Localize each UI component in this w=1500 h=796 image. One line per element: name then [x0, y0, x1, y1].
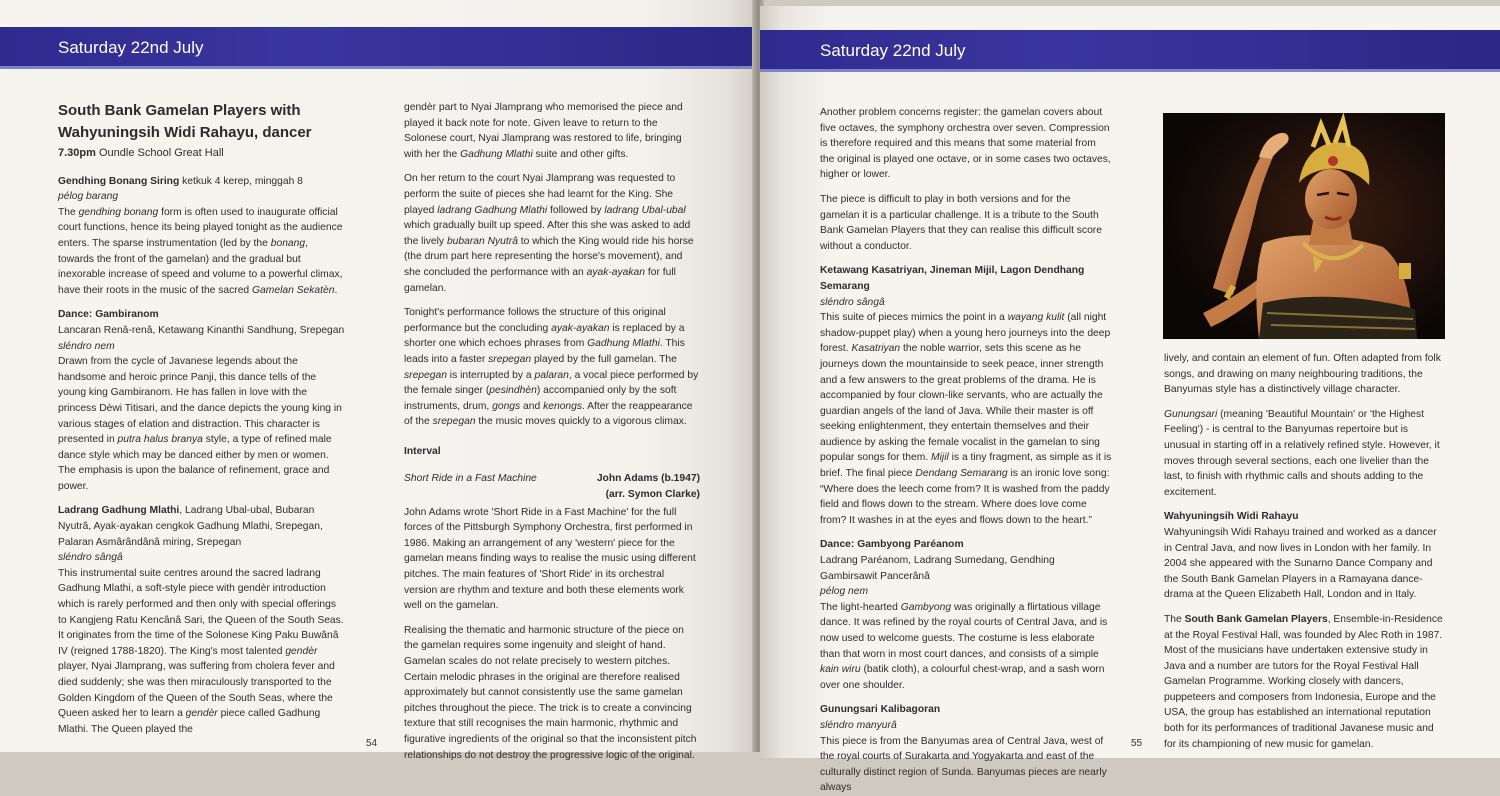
- piece-description: This instrumental suite centres around the sacred ladrang Gadhung Mlathi, a soft-style piece with gendèr introduction which is rarely performed and then only with special offerings to Kangjeng Ratu Kencânâ Sari, the Queen of the South Seas.: [58, 567, 344, 626]
- page-number-right: 55: [1131, 738, 1143, 749]
- piece-heading-gadhung: Ladrang Gadhung Mlathi, Ladrang Ubal-ubal, Bubaran Nyutrâ, Ayak-ayakan cengkok Gadhung Mlathi, Srepegan, Palaran Asmârândânâ miring, Srepegan: [58, 505, 323, 548]
- work-title-row: [404, 471, 700, 487]
- paragraph: gendèr part to Nyai Jlamprang who memorised the piece and played it back note for note. Given leave to return to the Solonese court, Nyai Jlamprang was restored to life, bringing with her the Gadhung Mlathi suite and other gifts.: [404, 102, 683, 160]
- interval-heading: Interval: [404, 445, 441, 457]
- piece-subtitle: Lancaran Renâ-renâ, Ketawang Kinanthi Sandhung, Srepegan: [58, 324, 345, 336]
- piece-description: Drawn from the cycle of Javanese legends about the handsome and heroic prince Panji, this dance tells of the young king Gambiranom. He has fallen in love with the princess Dèwi Titisari, and the dance depicts the young king in various stages of elation and distraction. This character is presented in putra halus branya style, a type of refined male dance style which may be danced either by men or women. The emphasis is upon the balance of refinement, grace and power.: [58, 356, 342, 492]
- piece-heading-gambyong: Dance: Gambyong Paréanom: [820, 539, 964, 551]
- piece-description: This suite of pieces mimics the point in a wayang kulit (all night shadow-puppet play) when a young hero journeys into the deep forest. Kasatriyan the noble warrior, sets this scene as he journeys down the mountainside to seek peace, inner strength and a few answers to the great problems of the drama. He is accompanied by four clown-like servants, who are actually the guardian angels of the land of Java. While their master is off seeking enlightenment, they entertain themselves and their audience by asking the female vocalist in the gamelan to sing popular songs for them. Mijil is a tiny fragment, as simple as it is brief. The final piece Dendang Semarang is an ironic love song:: [820, 312, 1112, 480]
- piece-heading-gunungsari: Gunungsari Kalibagoran: [820, 704, 941, 716]
- piece-subtitle: Ladrang Paréanom, Ladrang Sumedang, Gendhing Gambirsawit Pancerânâ: [820, 555, 1055, 582]
- paragraph: John Adams wrote 'Short Ride in a Fast Machine' for the full forces of the Pittsburgh Symphony Orchestra, first performed in 1986. Making an arrangement of any 'western' piece for the gamelan means finding ways to realise the music using different pitches. The main features of 'Short Ride' in its orchestral version are rhythm and texture and both these elements work well on the gamelan.: [404, 506, 696, 612]
- right-column-2: [1164, 351, 1446, 761]
- left-column-1: [58, 100, 346, 737]
- ensemble-paragraph: The South Bank Gamelan Players, Ensemble-in-Residence at the Royal Festival Hall, was founded by Alec Roth in 1987. Most of the musicians have undertaken extensive study in Java and a number are tutors for the Royal Festival Hall Gamelan Programme. Working closely with dancers, puppeteers and composers from Indonesia, Europe and the USA, the group has established an international reputation both for its performances of traditional Javanese music and for its championing of new music for gamelan.: [1164, 613, 1443, 750]
- piece-description: It originates from the time of the Solonese King Paku Buwânâ IV (reigned 1788-1820). The King's most talented gendèr player, Nyai Jlamprang, was suffering from cholera fever and died suddenly; she was then miraculously transported to the Golden Kingdom of the Queen of the South Seas, where the Queen asked her to learn a gendèr piece called Gadhung Mlathi. The Queen played the: [58, 630, 339, 735]
- bio-heading: Wahyuningsih Widi Rahayu: [1164, 511, 1299, 523]
- page-left: [0, 0, 757, 761]
- dancer-illustration: [1163, 113, 1445, 339]
- paragraph: lively, and contain an element of fun. Often adapted from folk songs, and drawing on many neighbouring traditions, the Banyumas style has a distinctively village character.: [1164, 353, 1441, 396]
- page-number-left: 54: [366, 738, 378, 749]
- work-arranger: (arr. Symon Clarke): [605, 489, 700, 501]
- song-quote: “Where does the leech come from? It is washed from the paddy field and flows down to the stream. Where does love come from? It washes in at the eyes and flows down to the heart.”: [820, 483, 1110, 526]
- piece-mode: pélog barang: [58, 191, 119, 203]
- piece-description: The light-hearted Gambyong was originally a flirtatious village dance. It was refined by the royal courts of Central Java, and is now used to welcome guests. The costume is less elaborate than that worn in most court dances, and consists of a simple kain wiru (batik cloth), a colourful chest-wrap, and a sash worn over one shoulder.: [820, 601, 1108, 691]
- dancer-photo: [1163, 113, 1445, 339]
- work-composer: John Adams (b.1947): [596, 473, 700, 485]
- work-title: Short Ride in a Fast Machine: [404, 473, 537, 485]
- left-column-2: [404, 100, 700, 772]
- piece-mode: sléndro sângâ: [820, 296, 885, 308]
- paragraph: Gunungsari (meaning 'Beautiful Mountain' or 'the Highest Feeling') - is central to the Banyumas repertoire but is unusual in starting off in a relatively refined style. However, it moves through several sections, each one livelier than the last, to finish with rhythmic calls and shouts adding to the excitement.: [1164, 408, 1440, 498]
- piece-mode: pélog nem: [820, 586, 869, 598]
- paragraph: The piece is difficult to play in both versions and for the gamelan it is a particular challenge. It is a tribute to the South Bank Gamelan Players that they can realise this difficult score without a conductor.: [820, 193, 1102, 252]
- piece-description: The gendhing bonang form is often used to inaugurate official court functions, hence its being played tonight as the audience enters. The sparse instrumentation (led by the bonang, towards the front of the gamelan) and the gradual but inexorable increase of speed and volume to a powerful climax, have their roots in the music of the sacred Gamelan Sekatèn.: [58, 206, 343, 296]
- page-right: [760, 6, 1500, 794]
- right-column-1: [820, 105, 1112, 796]
- piece-mode: sléndro nem: [58, 340, 115, 352]
- paragraph: Realising the thematic and harmonic structure of the piece on the gamelan requires some ingenuity and sleight of hand. Gamelan scales do not relate precisely to western pitches. Certain melodic phrases in the original are therefore realised approximately but cannot consistently use the same gamelan pitches throughout the piece. The trick is to create a convincing texture that still recognises the main harmonic, rhythmic and figurative ingredients of the original so that the inconsistent pitch relationships do not destroy the progressive logic of the original.: [404, 624, 697, 761]
- concert-title: South Bank Gamelan Players with Wahyuningsih Widi Rahayu, dancer: [58, 102, 312, 141]
- date-banner-right: Saturday 22nd July: [760, 30, 1500, 72]
- date-banner-left: Saturday 22nd July: [0, 27, 757, 69]
- piece-heading-kasatriyan: Ketawang Kasatriyan, Jineman Mijil, Lagon Dendhang Semarang: [820, 265, 1085, 292]
- piece-mode: sléndro sângâ: [58, 552, 123, 564]
- piece-heading-gambiranom: Dance: Gambiranom: [58, 309, 159, 321]
- venue-line: 7.30pm Oundle School Great Hall: [58, 147, 224, 159]
- piece-description: This piece is from the Banyumas area of Central Java, west of the royal courts of Surakarta and Yogyakarta and east of the culturally distinct region of Sunda. Banyumas pieces are nearly always: [820, 735, 1107, 794]
- piece-mode: sléndro manyurâ: [820, 719, 897, 731]
- work-arranger-row: [404, 487, 700, 503]
- bio-paragraph: Wahyuningsih Widi Rahayu trained and worked as a dancer in Central Java, and now lives in London with her family. In 2004 she appeared with the Sunarno Dance Company and the South Bank Gamelan Players in a Ramayana dance-drama at the Queen Elizabeth Hall, London and in Italy.: [1164, 526, 1437, 601]
- paragraph: Another problem concerns register: the gamelan covers about five octaves, the symphony orchestra over seven. Compression is therefore required and this means that some material from the original is played one octave, or in some cases two octaves, higher or lower.: [820, 107, 1111, 181]
- paragraph: Tonight's performance follows the structure of this original performance but the concluding ayak-ayakan is replaced by a shorter one which echoes phrases from Gadhung Mlathi. This leads into a faster srepegan played by the full gamelan. The srepegan is interrupted by a palaran, a vocal piece performed by the female singer (pesindhèn) accompanied only by the soft instruments, drum, gongs and kenongs. After the reappearance of the srepegan the music moves quickly to a vigorous climax.: [404, 307, 699, 428]
- piece-heading-bonang: Gendhing Bonang Siring ketkuk 4 kerep, minggah 8: [58, 175, 303, 187]
- paragraph: On her return to the court Nyai Jlamprang was requested to perform the suite of pieces she had learnt for the King. She played ladrang Gadhung Mlathi followed by ladrang Ubal-ubal which gradually built up speed. After this she was asked to add the lively bubaran Nyutrâ to which the King would ride his horse (the drum part here representing the horse's movement), and she concluded the performance with an ayak-ayakan for full gamelan.: [404, 173, 694, 294]
